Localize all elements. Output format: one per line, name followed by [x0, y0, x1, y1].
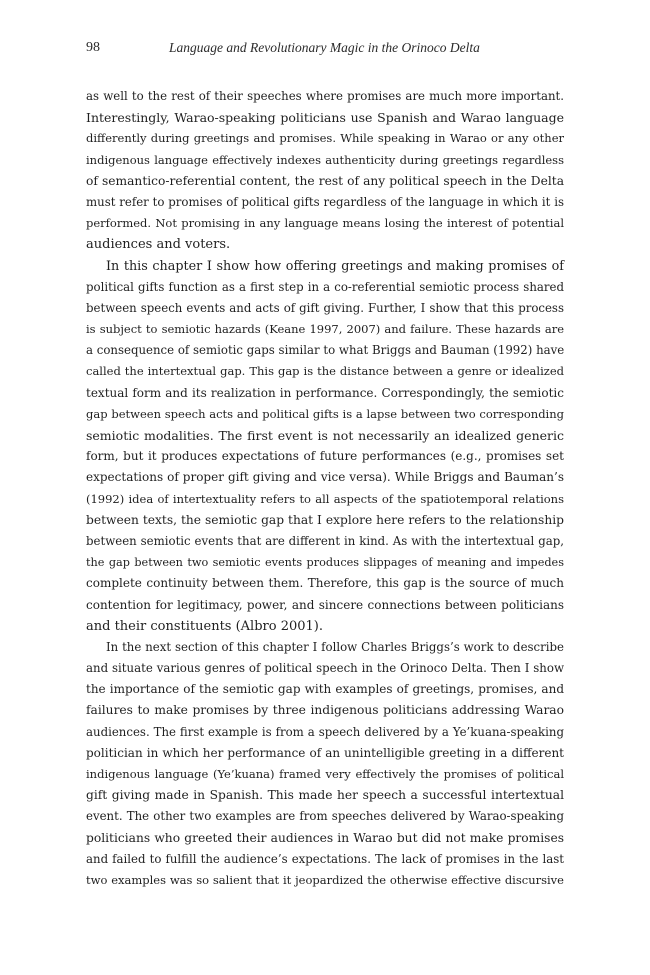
text-line: and failed to fulfill the audience’s expectations. The lack of promises in the last: [86, 851, 564, 866]
text-line: In the next section of this chapter I follow Charles Briggs’s work to describe: [106, 639, 564, 654]
text-line: differently during greetings and promises. While speaking in Warao or any other: [86, 131, 564, 146]
text-line: semiotic modalities. The first event is not necessarily an idealized generic: [86, 428, 564, 443]
body-text: [86, 86, 564, 891]
text-line: expectations of proper gift giving and vice versa). While Briggs and Bauman’s: [86, 470, 564, 485]
text-line: and situate various genres of political speech in the Orinoco Delta. Then I show: [86, 661, 564, 676]
text-line: must refer to promises of political gifts regardless of the language in which it is: [86, 194, 564, 209]
text-line: politician in which her performance of an unintelligible greeting in a different: [86, 745, 564, 760]
text-line: political gifts function as a first step in a co-referential semiotic process shared: [86, 279, 564, 294]
text-line: indigenous language (Ye’kuana) framed very effectively the promises of political: [86, 767, 564, 781]
text-line: and their constituents (Albro 2001).: [86, 618, 323, 634]
running-head: Language and Revolutionary Magic in the Orinoco Delta: [169, 40, 480, 55]
page-header: [86, 40, 564, 62]
text-line: called the intertextual gap. This gap is the distance between a genre or idealized: [86, 364, 564, 379]
text-line: is subject to semiotic hazards (Keane 1997, 2007) and failure. These hazards are: [86, 322, 564, 337]
text-line: performed. Not promising in any language means losing the interest of potential: [86, 216, 564, 231]
text-line: form, but it produces expectations of future performances (e.g., promises set: [86, 449, 564, 464]
text-line: gap between speech acts and political gifts is a lapse between two corresponding: [86, 406, 564, 421]
text-line: the gap between two semiotic events produces slippages of meaning and impedes: [86, 556, 564, 570]
text-line: audiences and voters.: [86, 237, 231, 253]
text-line: contention for legitimacy, power, and sincere connections between politicians: [86, 597, 564, 612]
text-line: Interestingly, Warao-speaking politicians use Spanish and Warao language: [86, 110, 564, 126]
text-line: (1992) idea of intertextuality refers to all aspects of the spatiotemporal relations: [86, 491, 564, 506]
text-line: between speech events and acts of gift giving. Further, I show that this process: [86, 300, 564, 315]
text-line: between semiotic events that are different in kind. As with the intertextual gap,: [86, 533, 564, 548]
text-line: politicians who greeted their audiences in Warao but did not make promises: [86, 830, 564, 845]
text-line: event. The other two examples are from speeches delivered by Warao-speaking: [86, 809, 564, 824]
text-line: indigenous language effectively indexes authenticity during greetings regardless: [86, 152, 564, 167]
text-line: between texts, the semiotic gap that I explore here refers to the relationship: [86, 512, 564, 527]
text-line: failures to make promises by three indigenous politicians addressing Warao: [86, 703, 564, 718]
text-line: of semantico-referential content, the rest of any political speech in the Delta: [86, 173, 564, 188]
text-line: audiences. The first example is from a speech delivered by a Ye’kuana-speaking: [86, 724, 564, 739]
text-line: as well to the rest of their speeches where promises are much more important.: [86, 89, 564, 103]
text-line: a consequence of semiotic gaps similar to what Briggs and Bauman (1992) have: [86, 343, 565, 358]
text-line: complete continuity between them. Therefore, this gap is the source of much: [86, 576, 564, 591]
text-line: In this chapter I show how offering greetings and making promises of: [106, 258, 564, 274]
page-number: 98: [86, 40, 100, 55]
text-line: textual form and its realization in performance. Correspondingly, the semiotic: [86, 385, 564, 400]
text-line: the importance of the semiotic gap with examples of greetings, promises, and: [86, 682, 564, 697]
text-line: gift giving made in Spanish. This made her speech a successful intertextual: [86, 788, 564, 803]
text-line: two examples was so salient that it jeopardized the otherwise effective discursive: [86, 872, 564, 887]
